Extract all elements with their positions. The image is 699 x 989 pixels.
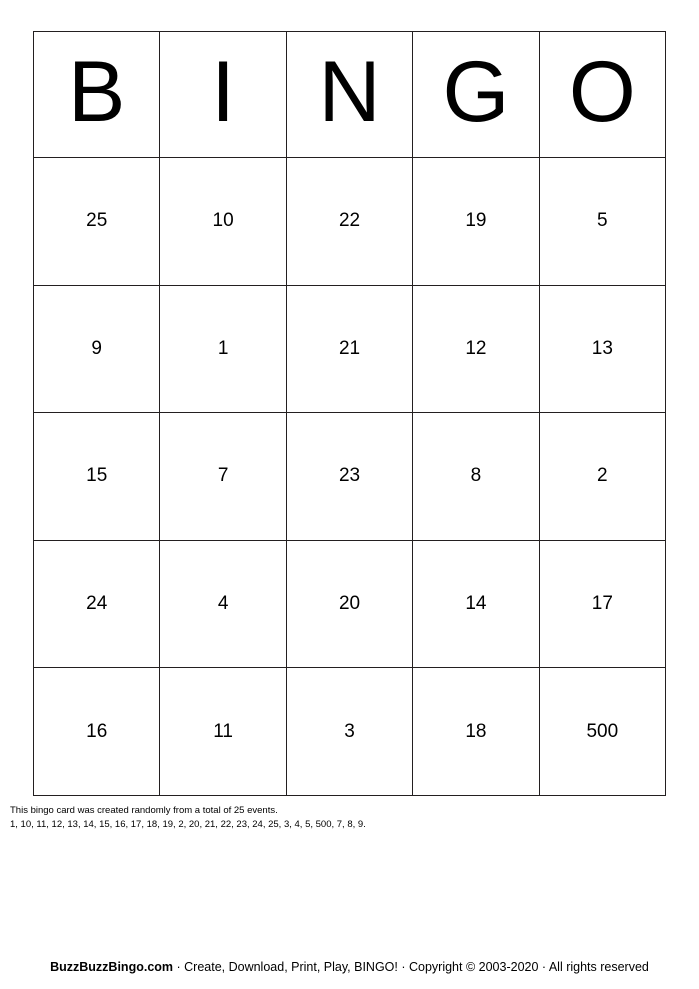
bingo-cell[interactable]: 2 [540,413,666,541]
bingo-header-letter-b: B [34,32,160,158]
bingo-cell[interactable]: 13 [540,286,666,414]
bingo-row [34,413,666,541]
bingo-row [34,541,666,669]
bingo-cell[interactable]: 500 [540,668,666,796]
bingo-cell[interactable]: 10 [160,158,286,286]
bingo-header-row [34,32,666,158]
page-footer [0,960,699,974]
card-footnote [10,804,680,833]
bingo-card [33,31,666,796]
bingo-cell[interactable]: 1 [160,286,286,414]
bingo-cell[interactable]: 23 [287,413,413,541]
bingo-row [34,286,666,414]
bingo-cell[interactable]: 16 [34,668,160,796]
footer-tagline: · Create, Download, Print, Play, BINGO! · Copyright © 2003-2020 · All rights reserved [173,960,649,974]
bingo-cell[interactable]: 9 [34,286,160,414]
bingo-cell[interactable]: 12 [413,286,539,414]
bingo-cell[interactable]: 8 [413,413,539,541]
bingo-cell[interactable]: 21 [287,286,413,414]
bingo-cell[interactable]: 5 [540,158,666,286]
bingo-header-letter-g: G [413,32,539,158]
bingo-cell[interactable]: 11 [160,668,286,796]
bingo-row [34,668,666,796]
bingo-cell[interactable]: 25 [34,158,160,286]
bingo-cell[interactable]: 22 [287,158,413,286]
bingo-cell[interactable]: 14 [413,541,539,669]
bingo-cell[interactable]: 15 [34,413,160,541]
bingo-row [34,158,666,286]
bingo-header-letter-n: N [287,32,413,158]
footnote-line-2: 1, 10, 11, 12, 13, 14, 15, 16, 17, 18, 19, 2, 20, 21, 22, 23, 24, 25, 3, 4, 5, 500, 7, 8, 9. [10,819,366,831]
bingo-cell[interactable]: 4 [160,541,286,669]
footnote-line-1: This bingo card was created randomly from a total of 25 events. [10,805,278,816]
bingo-cell[interactable]: 18 [413,668,539,796]
bingo-cell[interactable]: 7 [160,413,286,541]
bingo-cell[interactable]: 20 [287,541,413,669]
bingo-cell[interactable]: 17 [540,541,666,669]
bingo-cell[interactable]: 19 [413,158,539,286]
footer-brand: BuzzBuzzBingo.com [50,960,174,974]
bingo-cell[interactable]: 24 [34,541,160,669]
bingo-header-letter-o: O [540,32,666,158]
bingo-cell[interactable]: 3 [287,668,413,796]
bingo-header-letter-i: I [160,32,286,158]
